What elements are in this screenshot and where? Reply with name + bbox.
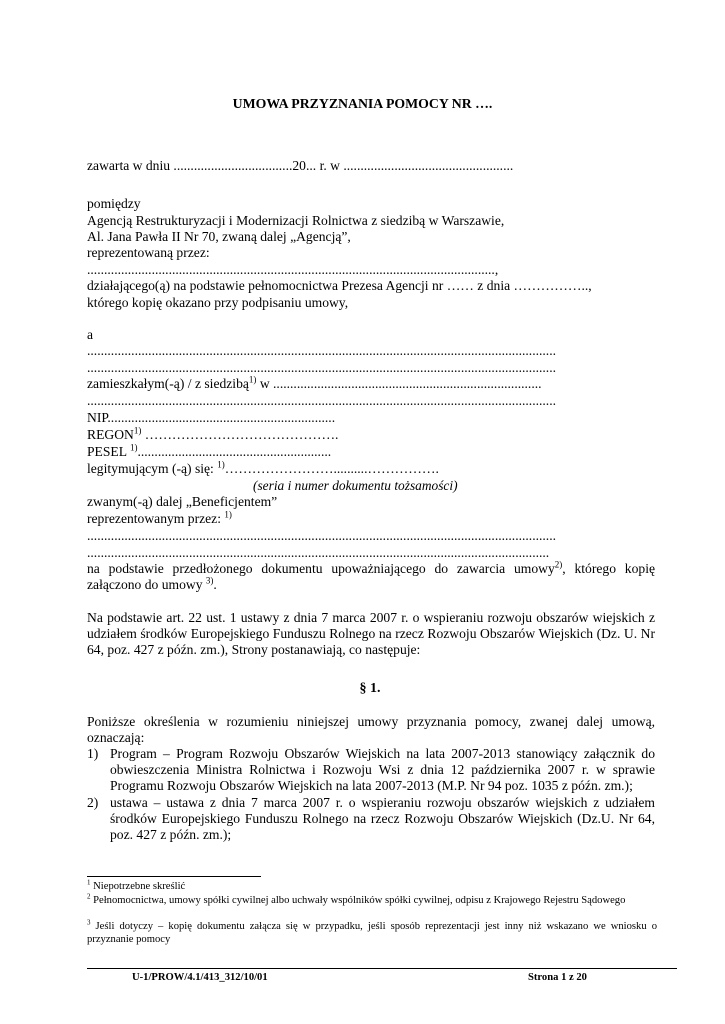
reprezentowana-line: reprezentowaną przez:: [87, 245, 210, 260]
pesel-line: PESEL $^{1)}$.........................................................: [87, 442, 332, 459]
nip-line: NIP...................................................................: [87, 410, 336, 425]
page-number: Strona 1 z 20: [528, 972, 587, 983]
document-title: UMOWA PRZYZNANIA POMOCY NR ….: [232, 96, 493, 111]
footnote-ref: 1): [224, 509, 232, 520]
list-item-text: Program – Program Rozwoju Obszarów Wiejskich na lata 2007-2013 stanowiący załącznik do obwieszczenia Ministra Rolnictwa i Rozwoju Wsi z dnia 12 października 2007 r. w sprawie Programu Rozwoju Obszarów Wiejskich na lata 2007-2013 (M.P. Nr 94 poz. 1035 z późn. zm.);: [110, 746, 655, 794]
definitions-list: [87, 746, 655, 843]
regon-line: REGON$^{1)}$ …………………………………….: [87, 425, 339, 442]
section-intro: Poniższe określenia w rozumieniu niniejszej umowy przyznania pomocy, zwanej dalej umową, oznaczają:: [87, 714, 655, 746]
id-document-note: (seria i numer dokumentu tożsamości): [253, 478, 458, 493]
zamieszkalym-line: zamieszkałym(-ą) / z siedzibą$^{1)}$ w ...............................................................................: [87, 374, 542, 391]
dotted-line: ..........................................................................................................................................: [87, 393, 556, 408]
footnote-ref: 1): [248, 374, 257, 385]
footnote-ref: 2): [554, 559, 563, 570]
reprezentowanym-line: reprezentowanym przez: $^{1)}$: [87, 509, 232, 526]
section-heading: § 1.: [359, 681, 381, 696]
footnote-ref: 3): [205, 575, 214, 586]
list-item-number: 1): [87, 746, 99, 761]
footer-separator: [87, 968, 677, 969]
footnote-ref: 1): [217, 459, 225, 470]
list-item: [87, 795, 655, 844]
footnote: $^2$ Pełnomocnictwa, umowy spółki cywilnej albo uchwały wspólników spółki cywilnej, odpisu z Krajowego Rejestru Sądowego: [87, 892, 626, 906]
dzialajacego-line: działającego(ą) na podstawie pełnomocnictwa Prezesa Agencji nr …… z dnia ……………..,: [87, 278, 592, 293]
footnote: $^1$ Niepotrzebne skreślić: [87, 878, 186, 892]
dotted-line: ..........................................................................................................................................: [87, 528, 556, 543]
document-code: U-1/PROW/4.1/413_312/10/01: [132, 972, 268, 983]
kopie-line: którego kopię okazano przy podpisaniu umowy,: [87, 295, 349, 310]
footnote: $^3$ Jeśli dotyczy – kopię dokumentu załącza się w przypadku, jeśli sposób reprezentacji jest inny niż wskazano we wniosku o przyznanie pomocy: [87, 918, 657, 945]
footnote-separator: [87, 876, 261, 877]
a-line: a: [87, 327, 94, 342]
dotted-line: ........................................................................................................................................: [87, 545, 550, 560]
agencja-line-2: Al. Jana Pawła II Nr 70, zwaną dalej „Agencją”,: [87, 229, 351, 244]
dotted-line: ........................................................................................................................,: [87, 262, 499, 277]
dotted-line: ..........................................................................................................................................: [87, 343, 556, 358]
pomiedzy-line: pomiędzy: [87, 196, 141, 211]
preamble-paragraph: Na podstawie art. 22 ust. 1 ustawy z dnia 7 marca 2007 r. o wspieraniu rozwoju obszarów wiejskich z udziałem środków Europejskiego Funduszu Rolnego na rzecz Rozwoju Obszarów Wiejskich (Dz. U. Nr 64, poz. 427 z późn. zm.), Strony postanawiają, co następuje:: [87, 610, 655, 658]
zwanym-line: zwanym(-ą) dalej „Beneficjentem”: [87, 494, 278, 509]
legitymujacym-line: legitymującym (-ą) się: $^{1)}$……………………..........…………….: [87, 459, 439, 476]
podstawa-paragraph: na podstawie przedłożonego dokumentu upoważniającego do zawarcia umowy$^{2)}$, którego kopię załączono do umowy $^{3)}$.: [87, 559, 656, 593]
footnote-ref: 1): [133, 425, 142, 436]
list-item: [87, 746, 655, 795]
list-item-number: 2): [87, 794, 99, 810]
footnote-ref: 1): [129, 442, 138, 453]
zawarta-line: zawarta w dniu ...................................20... r. w ..................................................: [87, 158, 514, 173]
list-item-text: ustawa – ustawa z dnia 7 marca 2007 r. o wspieraniu rozwoju obszarów wiejskich z udziałem środków Europejskiego Funduszu Rolnego na rzecz Rozwoju Obszarów Wiejskich (Dz.U. Nr 64, poz. 427 z późn. zm.);: [110, 794, 655, 843]
dotted-line: ..........................................................................................................................................: [87, 360, 556, 375]
agencja-line-1: Agencją Restrukturyzacji i Modernizacji Rolnictwa z siedzibą w Warszawie,: [87, 213, 505, 228]
